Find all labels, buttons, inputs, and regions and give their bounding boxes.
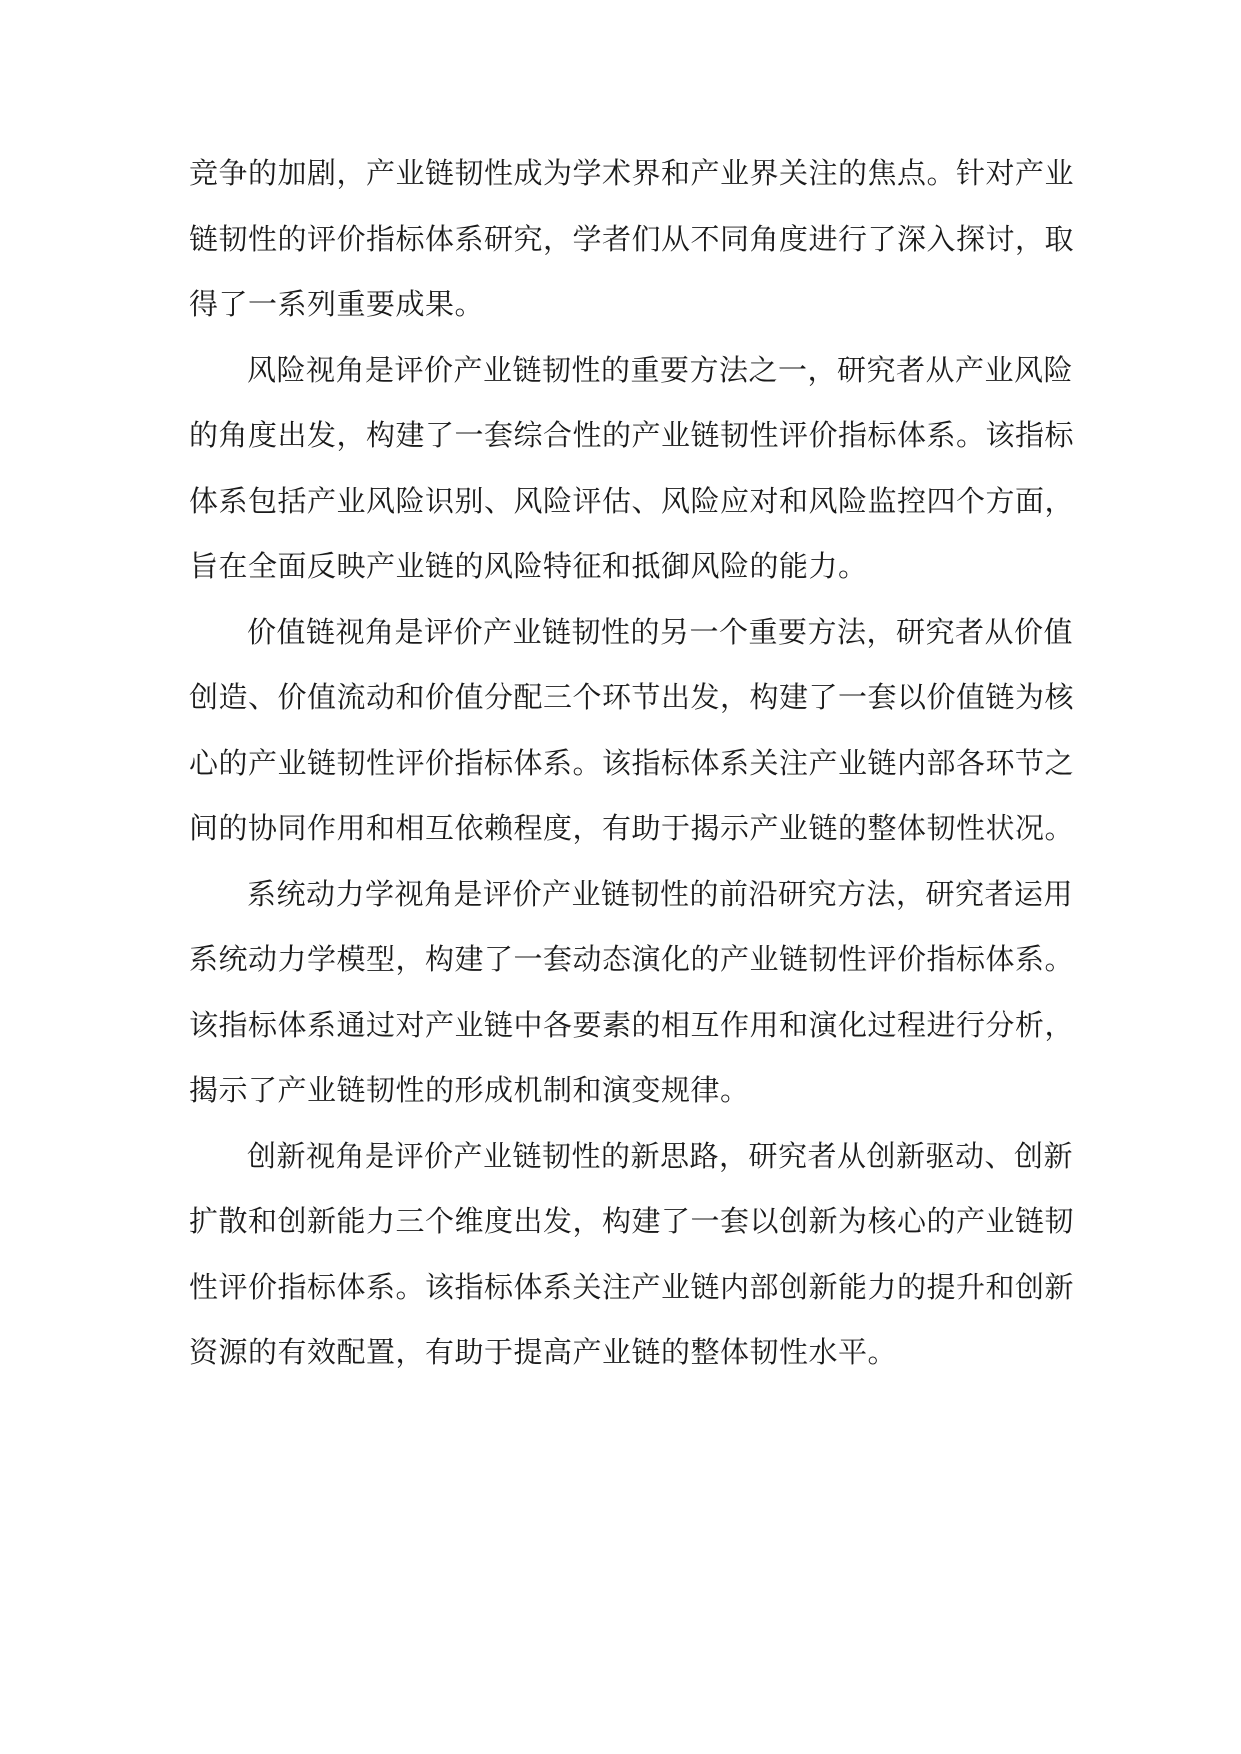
paragraph-3-line-4: 间的协同作用和相互依赖程度，有助于揭示产业链的整体韧性状况。 (189, 811, 1075, 845)
paragraph-2-line-1: 风险视角是评价产业链韧性的重要方法之一，研究者从产业风险 (247, 352, 1074, 387)
paragraph-5-line-2: 扩散和创新能力三个维度出发，构建了一套以创新为核心的产业链韧 (189, 1204, 1075, 1238)
paragraph-5-line-1: 创新视角是评价产业链韧性的新思路，研究者从创新驱动、创新 (247, 1138, 1074, 1173)
paragraph-5-line-4: 资源的有效配置，有助于提高产业链的整体韧性水平。 (189, 1335, 898, 1369)
paragraph-3-line-3: 心的产业链韧性评价指标体系。该指标体系关注产业链内部各环节之 (189, 745, 1075, 780)
paragraph-4-line-1: 系统动力学视角是评价产业链韧性的前沿研究方法，研究者运用 (247, 876, 1074, 911)
paragraph-2-line-4: 旨在全面反映产业链的风险特征和抵御风险的能力。 (189, 549, 868, 583)
paragraph-5-line-3: 性评价指标体系。该指标体系关注产业链内部创新能力的提升和创新 (189, 1269, 1075, 1304)
paragraph-1-line-1: 竞争的加剧，产业链韧性成为学术界和产业界关注的焦点。针对产业 (189, 156, 1075, 190)
paragraph-1-line-3: 得了一系列重要成果。 (189, 287, 485, 321)
paragraph-1-line-2: 链韧性的评价指标体系研究，学者们从不同角度进行了深入探讨，取 (189, 221, 1075, 256)
paragraph-3-line-1: 价值链视角是评价产业链韧性的另一个重要方法，研究者从价值 (247, 614, 1074, 649)
body-text (189, 141, 1075, 1386)
paragraph-4-line-2: 系统动力学模型，构建了一套动态演化的产业链韧性评价指标体系。 (189, 942, 1075, 976)
paragraph-3-line-2: 创造、价值流动和价值分配三个环节出发，构建了一套以价值链为核 (189, 680, 1075, 714)
paragraph-2-line-3: 体系包括产业风险识别、风险评估、风险应对和风险监控四个方面， (189, 483, 1075, 518)
paragraph-4-line-4: 揭示了产业链韧性的形成机制和演变规律。 (189, 1073, 750, 1107)
paragraph-4-line-3: 该指标体系通过对产业链中各要素的相互作用和演化过程进行分析， (189, 1007, 1075, 1042)
paragraph-2-line-2: 的角度出发，构建了一套综合性的产业链韧性评价指标体系。该指标 (189, 418, 1075, 452)
